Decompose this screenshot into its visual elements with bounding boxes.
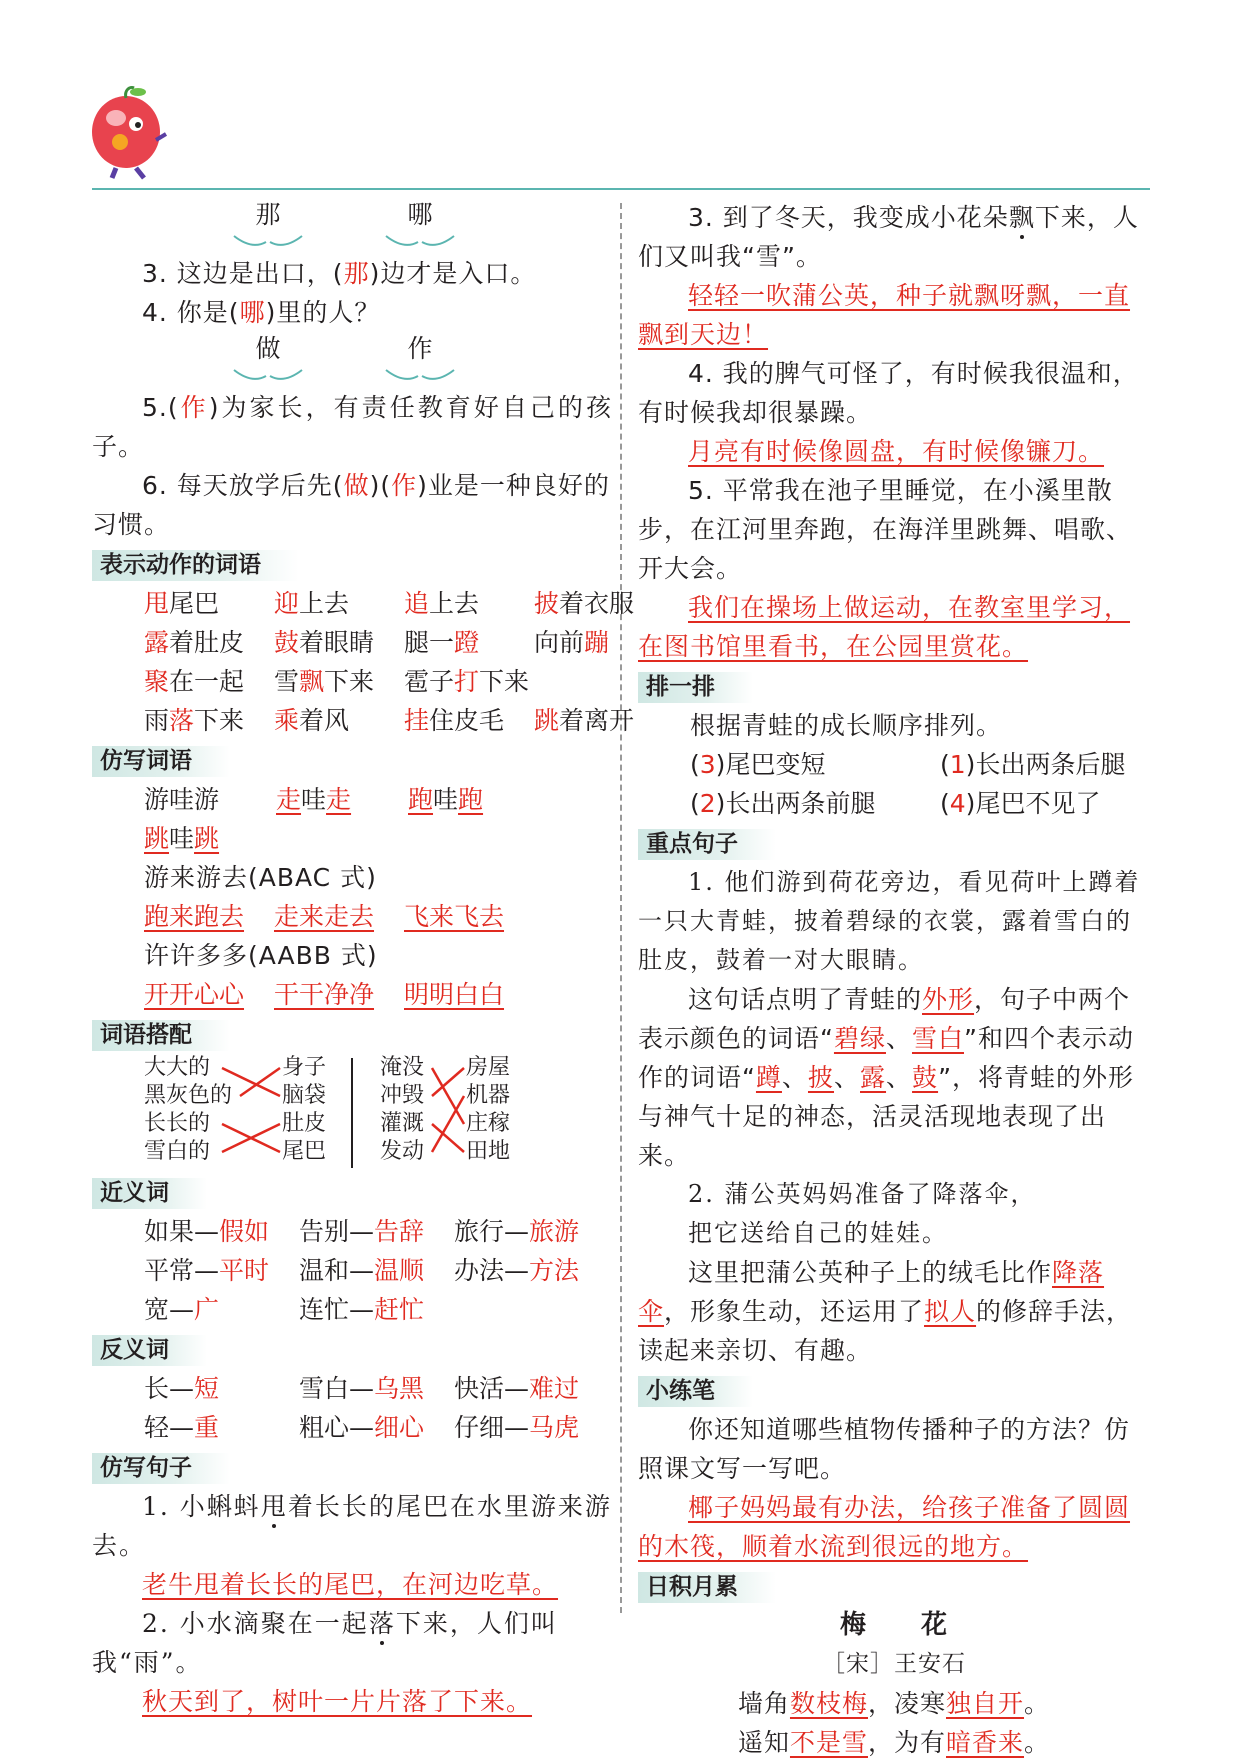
action-word: 跳着离开: [534, 706, 635, 735]
match-word: 庄稼: [466, 1111, 511, 1136]
action-word: 甩尾巴: [144, 589, 220, 618]
answer-word: 明明白白: [404, 980, 505, 1009]
key-sentence-2-line-2: 把它送给自己的娃娃。: [688, 1219, 948, 1247]
order-intro: 根据青蛙的成长顺序排列。: [690, 711, 1003, 740]
imitate-answer-5: 我们在操场上做运动，在教室里学习，在图书馆里看书，在公园里赏花。: [638, 593, 1131, 661]
practice-question: 你还知道哪些植物传播种子的方法？仿照课文写一写吧。: [638, 1415, 1131, 1483]
action-word: 挂住皮毛: [404, 706, 505, 735]
answer-word: 走来走去: [274, 902, 375, 931]
pair-leaf-icon: [232, 366, 304, 386]
action-word: 披着衣服: [534, 589, 635, 618]
header-rule: [92, 188, 1150, 190]
imitate-words-row-3: [92, 975, 612, 1014]
section-title-key-sentences: 重点句子: [638, 829, 776, 860]
match-word: 尾巴: [282, 1139, 327, 1164]
imitate-answer-3: 轻轻一吹蒲公英，种子就飘呀飘，一直飘到天边！: [638, 281, 1131, 349]
match-word: 发动: [380, 1139, 425, 1164]
section-title-imitate-words: 仿写词语: [92, 746, 230, 777]
order-item: (2)长出两条前腿: [690, 789, 876, 818]
action-word: 乘着风: [274, 706, 350, 735]
pair-word: 做: [255, 334, 281, 363]
synonym-pair: 如果—假如: [144, 1217, 270, 1246]
section-title-accumulate: 日积月累: [638, 1572, 776, 1603]
imitate-answer-1: 老牛甩着长长的尾巴，在河边吃草。: [142, 1570, 559, 1599]
key-sentence-2-explanation: 这里把蒲公英种子上的绒毛比作降落伞，形象生动，还运用了拟人的修辞手法，读起来亲切、有趣。: [638, 1258, 1133, 1365]
sentence-5: 5.(作)为家长，有责任教育好自己的孩子。: [92, 393, 612, 461]
antonym-pair: 仔细—马虎: [454, 1413, 580, 1442]
imitate-answer-2: 秋天到了，树叶一片片落了下来。: [142, 1687, 533, 1716]
action-word: 向前蹦: [534, 628, 610, 657]
section-title-antonyms: 反义词: [92, 1335, 207, 1366]
action-word: 聚在一起: [144, 667, 245, 696]
section-title-action-words: 表示动作的词语: [92, 550, 299, 581]
action-word: 腿一蹬: [404, 628, 480, 657]
pair-word: 哪: [407, 200, 433, 229]
antonym-pair: 长—短: [144, 1374, 220, 1403]
match-word: 大大的: [144, 1055, 211, 1080]
match-lines: [144, 1054, 564, 1172]
order-item: (1)长出两条后腿: [940, 750, 1126, 779]
match-word: 房屋: [466, 1055, 511, 1080]
antonym-pair: 雪白—乌黑: [299, 1374, 425, 1403]
action-word: 追上去: [404, 589, 480, 618]
sentence-6: 6. 每天放学后先(做)(作)业是一种良好的习惯。: [92, 471, 610, 539]
word-pair-2: [92, 332, 612, 388]
pair-leaf-icon: [384, 366, 456, 386]
answer-word: 干干净净: [274, 980, 375, 1009]
synonym-pair: 宽—广: [144, 1295, 220, 1324]
word-pair-1: [92, 198, 612, 254]
apple-mascot-icon: [86, 84, 170, 180]
match-word: 机器: [466, 1083, 511, 1108]
section-title-order: 排一排: [638, 672, 753, 703]
pair-leaf-icon: [232, 232, 304, 252]
poem-author: ［宋］王安石: [822, 1651, 966, 1677]
synonyms-grid: [92, 1212, 612, 1329]
order-grid: [638, 745, 1150, 823]
answer-word: 飞来飞去: [404, 902, 505, 931]
key-sentence-2-line-1: 2. 蒲公英妈妈准备了降落伞，: [688, 1180, 1037, 1208]
right-column: [638, 198, 1150, 1762]
action-words-grid: [92, 584, 635, 740]
match-word: 脑袋: [282, 1083, 327, 1108]
imitate-sentence-3: 3. 到了冬天，我变成小花朵飘下来，人们又叫我“雪”。: [638, 203, 1139, 271]
imitate-sentence-2: 2. 小水滴聚在一起落下来，人们叫我“雨”。: [92, 1609, 558, 1677]
pair-leaf-icon: [384, 232, 456, 252]
word-match-diagram: [144, 1054, 612, 1172]
poem-line-1: 墙角数枝梅，凌寒独自开。: [737, 1689, 1051, 1718]
action-word: 雹子打下来: [404, 667, 530, 696]
key-sentence-1-explanation: 这句话点明了青蛙的外形，句子中两个表示颜色的词语“碧绿、雪白”和四个表示动作的词语“蹲、披、露、鼓”，将青蛙的外形与神气十足的神态，活灵活现地表现了出来。: [638, 985, 1135, 1170]
section-title-synonyms: 近义词: [92, 1178, 207, 1209]
match-word: 长长的: [144, 1111, 211, 1136]
example-aabb: 许许多多(AABB 式): [144, 941, 378, 970]
order-item: (4)尾巴不见了: [940, 789, 1101, 818]
match-word: 灌溉: [380, 1111, 425, 1136]
synonym-pair: 温和—温顺: [299, 1256, 425, 1285]
practice-answer: 椰子妈妈最有办法，给孩子准备了圆圆的木筏，顺着水流到很远的地方。: [638, 1493, 1131, 1561]
answer-word: 跑哇跑: [408, 785, 484, 814]
synonym-pair: 平常—平时: [144, 1256, 270, 1285]
match-word: 身子: [282, 1055, 327, 1080]
pair-word: 那: [255, 200, 281, 229]
imitate-sentence-5: 5. 平常我在池子里睡觉，在小溪里散步，在江河里奔跑，在海洋里跳舞、唱歌、开大会。: [638, 476, 1133, 583]
example-abac: 游来游去(ABAC 式): [144, 863, 377, 892]
match-word: 田地: [466, 1139, 511, 1164]
match-word: 雪白的: [144, 1139, 211, 1164]
section-title-imitate-sentences: 仿写句子: [92, 1453, 230, 1484]
antonym-pair: 轻—重: [144, 1413, 220, 1442]
imitate-sentence-4: 4. 我的脾气可怪了，有时候我很温和，有时候我却很暴躁。: [638, 359, 1139, 427]
action-word: 雪飘下来: [274, 667, 375, 696]
pair-word: 作: [407, 334, 433, 363]
answer-word: 跑来跑去: [144, 902, 245, 931]
answer-word: 走哇走: [276, 785, 352, 814]
column-divider: [620, 203, 622, 1613]
action-word: 鼓着眼睛: [274, 628, 375, 657]
sentence-3: 3. 这边是出口，(那)边才是入口。: [142, 259, 537, 288]
antonym-pair: 快活—难过: [454, 1374, 580, 1403]
match-word: 黑灰色的: [144, 1083, 233, 1108]
match-word: 淹没: [380, 1055, 425, 1080]
poem-title: 梅 花: [839, 1610, 948, 1640]
antonyms-grid: [92, 1369, 612, 1447]
answer-word: 跳哇跳: [144, 824, 220, 853]
synonym-pair: 办法—方法: [454, 1256, 580, 1285]
left-column: [92, 198, 635, 1721]
example-word: 游哇游: [144, 785, 220, 814]
answer-word: 开开心心: [144, 980, 245, 1009]
order-item: (3)尾巴变短: [690, 750, 826, 779]
antonym-pair: 粗心—细心: [299, 1413, 425, 1442]
match-word: 冲毁: [380, 1083, 425, 1108]
synonym-pair: 旅行—旅游: [454, 1217, 580, 1246]
imitate-answer-4: 月亮有时候像圆盘，有时候像镰刀。: [688, 437, 1105, 466]
action-word: 迎上去: [274, 589, 350, 618]
imitate-words-row-1: [92, 780, 612, 858]
sentence-4: 4. 你是(哪)里的人？: [142, 298, 381, 327]
synonym-pair: 连忙—赶忙: [299, 1295, 425, 1324]
section-title-practice: 小练笔: [638, 1376, 753, 1407]
poem-line-2: 遥知不是雪，为有暗香来。: [737, 1728, 1051, 1757]
section-title-word-match: 词语搭配: [92, 1020, 230, 1051]
action-word: 雨落下来: [144, 706, 245, 735]
action-word: 露着肚皮: [144, 628, 245, 657]
match-word: 肚皮: [282, 1111, 327, 1136]
imitate-sentence-1: 1. 小蝌蚪甩着长长的尾巴在水里游来游去。: [92, 1492, 612, 1560]
synonym-pair: 告别—告辞: [299, 1217, 425, 1246]
key-sentence-1: 1. 他们游到荷花旁边，看见荷叶上蹲着一只大青蛙，披着碧绿的衣裳，露着雪白的肚皮，鼓着一对大眼睛。: [638, 868, 1141, 974]
imitate-words-row-2: [92, 897, 612, 936]
